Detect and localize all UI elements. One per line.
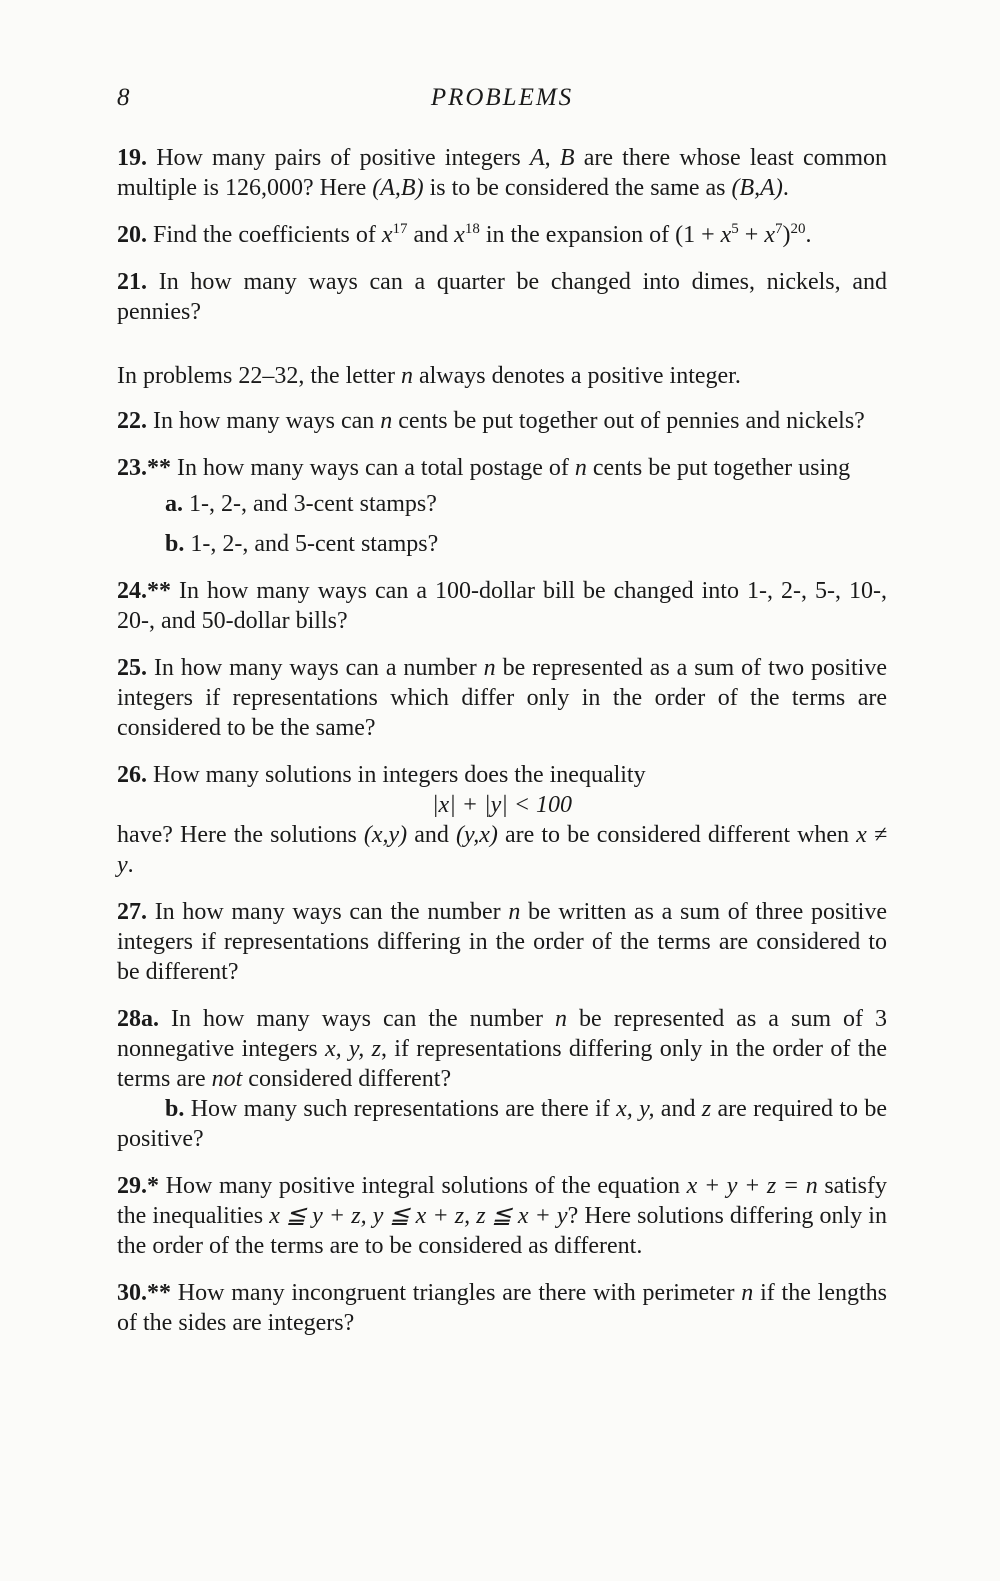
problem-20: 20. Find the coefficients of $x^{17}$ and $x^{18}$ in the expansion of $(1 + x^5 + x^7)^{20}$. (117, 221, 812, 248)
problem-number: 19. (117, 145, 147, 171)
problem-19: 19. How many pairs of positive integers A, B are there whose least common multiple is 126,000? Here (A,B) is to be considered the same as (B,A). (117, 145, 888, 201)
running-head: PROBLEMS (430, 84, 574, 111)
problem-25: 25. In how many ways can a number n be represented as a sum of two positive integers if representations which differ only in the order of the terms are considered to be the same? (117, 655, 887, 741)
problem-27: 27. In how many ways can the number n be written as a sum of three positive integers if representations differing in the order of the terms are considered to be different? (117, 899, 888, 985)
problem-23b: b. 1-, 2-, and 5-cent stamps? (165, 531, 439, 557)
problem-23a: a. 1-, 2-, and 3-cent stamps? (165, 491, 437, 517)
problem-number: 25. (117, 655, 147, 681)
problem-number: 28a. (117, 1006, 159, 1032)
inequality: |x| + |y| < 100 (431, 792, 573, 818)
problem-number: 26. (117, 762, 147, 788)
problem-number: 20. (117, 222, 147, 248)
problem-number: 22. (117, 408, 147, 434)
problem-number: 23.** (117, 455, 171, 481)
problem-28: 28a. In how many ways can the number n be represented as a sum of 3 nonnegative integers x, y, z, if representations differing only in the order of the terms are not considered different? b. How many such representations are there if x, y, and z are required to be positive? (117, 1006, 888, 1152)
problem-29: 29.* How many positive integral solutions of the equation x + y + z = n satisfy the inequalities x ≦ y + z, y ≦ x + z, z ≦ x + y? Here solutions differing only in the order of the terms are to be considered as different. (117, 1173, 887, 1259)
problem-30: 30.** How many incongruent triangles are there with perimeter n if the lengths of the sides are integers? (117, 1280, 887, 1336)
section-note: In problems 22–32, the letter n always denotes a positive integer. (117, 363, 741, 389)
problem-23: 23.** In how many ways can a total postage of n cents be put together using (117, 455, 851, 481)
problem-26: 26. How many solutions in integers does the inequality |x| + |y| < 100 have? Here the solutions (x,y) and (y,x) are to be considered different when x ≠ y. (117, 762, 888, 878)
problem-24: 24.** In how many ways can a 100-dollar bill be changed into 1-, 2-, 5-, 10-, 20-, and 50-dollar bills? (117, 578, 887, 634)
problem-21: 21. In how many ways can a quarter be changed into dimes, nickels, and pennies? (117, 269, 888, 325)
problem-number: 27. (117, 899, 147, 925)
problem-number: 29.* (117, 1173, 159, 1199)
page-body (117, 143, 887, 1355)
problem-number: 30.** (117, 1280, 171, 1306)
page-header (117, 84, 887, 116)
problem-number: 24.** (117, 578, 171, 604)
problem-number: 21. (117, 269, 147, 295)
page-number: 8 (117, 84, 130, 111)
problem-28b: b. How many such representations are there if x, y, and z are required to be positive? (117, 1096, 888, 1152)
problem-22: 22. In how many ways can n cents be put together out of pennies and nickels? (117, 408, 865, 434)
